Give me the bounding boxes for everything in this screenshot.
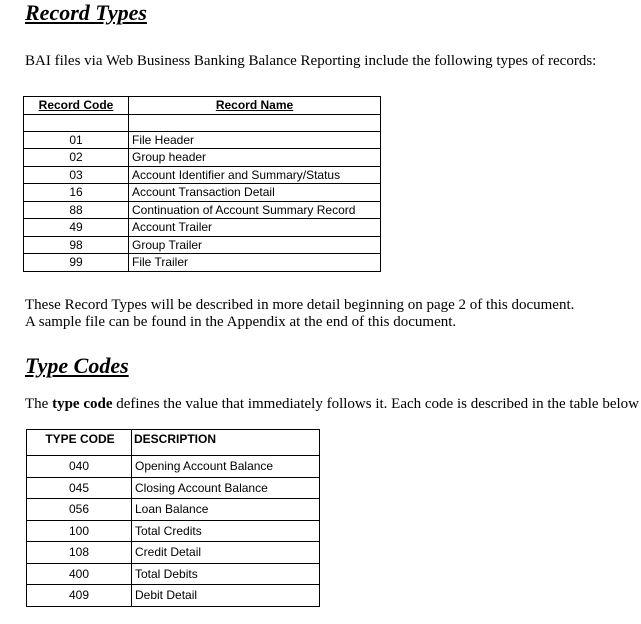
type-code-cell: 400 [27,563,132,585]
record-types-heading: Record Types [25,0,147,25]
description-cell: Opening Account Balance [132,456,320,478]
type-codes-heading: Type Codes [25,353,129,378]
description-cell: Total Credits [132,520,320,542]
table-row [24,166,381,184]
record-code-cell: 99 [24,254,129,272]
description-cell: Total Debits [132,563,320,585]
column-header-record-code: Record Code [24,97,129,115]
table-row [27,499,320,521]
record-code-cell: 03 [24,166,129,184]
record-code-cell: 49 [24,219,129,237]
description-cell: Closing Account Balance [132,477,320,499]
type-code-cell: 108 [27,542,132,564]
record-code-cell: 16 [24,184,129,202]
record-code-cell: 88 [24,201,129,219]
table-row [24,131,381,149]
record-types-description [25,297,574,331]
table-row [27,456,320,478]
type-codes-intro [25,396,639,413]
record-types-table [23,96,381,272]
record-name-cell: File Header [129,131,381,149]
description-line-1: These Record Types will be described in more detail beginning on page 2 of this document. [25,297,575,313]
table-row [24,236,381,254]
table-row [27,563,320,585]
table-header-row [27,430,320,448]
table-row [27,477,320,499]
type-code-cell: 056 [27,499,132,521]
intro-suffix: defines the value that immediately follows it. Each code is described in the table below [112,396,639,412]
type-code-cell: 045 [27,477,132,499]
table-header-row [24,97,381,115]
record-name-cell: Group Trailer [129,236,381,254]
type-code-cell: 100 [27,520,132,542]
table-row [24,149,381,167]
type-code-cell: 409 [27,585,132,607]
record-code-cell: 02 [24,149,129,167]
record-types-intro: BAI files via Web Business Banking Balance Reporting include the following types of records: [25,53,597,69]
column-header-type-code: TYPE CODE [27,430,132,448]
record-name-cell: Account Trailer [129,219,381,237]
table-row [24,219,381,237]
table-row [24,254,381,272]
table-spacer-row [27,447,320,456]
description-cell: Debit Detail [132,585,320,607]
record-name-cell: Account Transaction Detail [129,184,381,202]
table-row [27,585,320,607]
description-cell: Credit Detail [132,542,320,564]
table-row [24,201,381,219]
record-code-cell: 98 [24,236,129,254]
type-codes-table [26,429,320,607]
column-header-description: DESCRIPTION [132,430,320,448]
record-name-cell: Continuation of Account Summary Record [129,201,381,219]
record-name-cell: Group header [129,149,381,167]
table-row [24,184,381,202]
intro-bold-term: type code [52,396,113,412]
record-name-cell: Account Identifier and Summary/Status [129,166,381,184]
description-cell: Loan Balance [132,499,320,521]
table-row [27,542,320,564]
intro-prefix: The [25,396,53,412]
table-spacer-row [24,114,381,131]
column-header-record-name: Record Name [129,97,381,115]
description-line-2: A sample file can be found in the Appendix at the end of this document. [25,314,457,330]
table-row [27,520,320,542]
record-name-cell: File Trailer [129,254,381,272]
record-code-cell: 01 [24,131,129,149]
type-code-cell: 040 [27,456,132,478]
